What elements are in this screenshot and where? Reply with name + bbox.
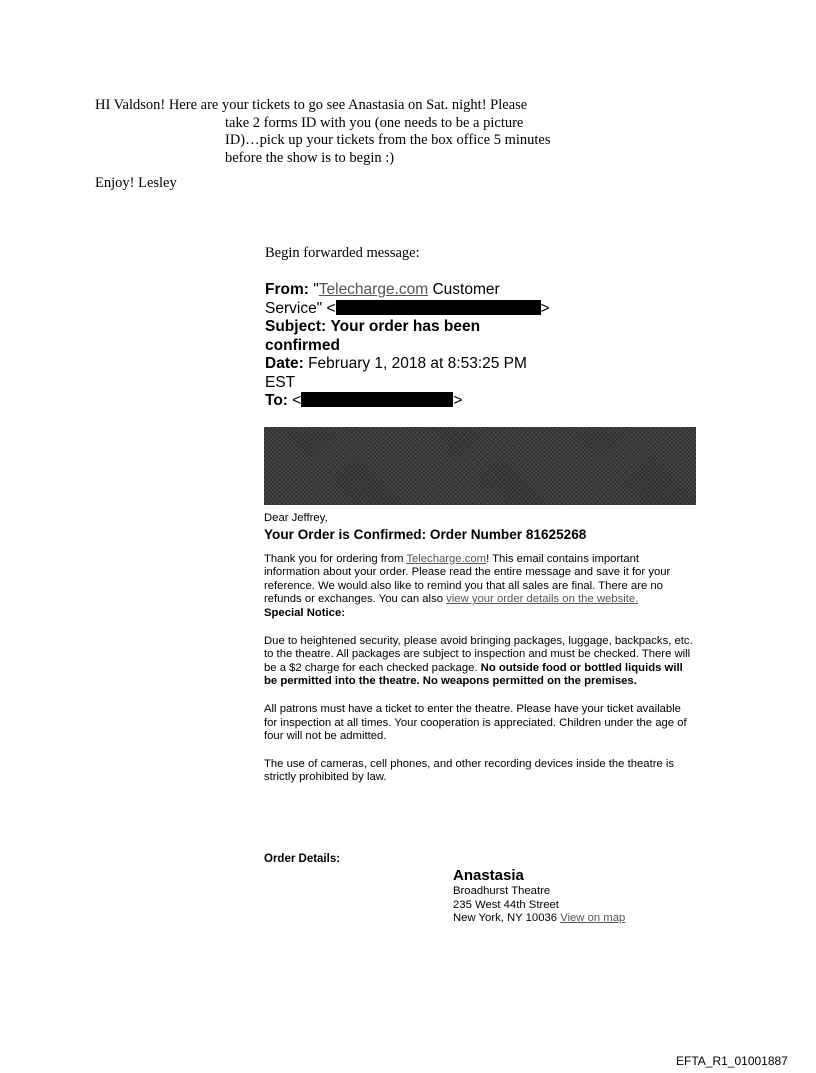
venue-street: 235 West 44th Street xyxy=(453,898,559,911)
forwarded-message-intro: Begin forwarded message: xyxy=(265,245,420,261)
note-signoff: Enjoy! Lesley xyxy=(95,175,177,191)
from-quote: " xyxy=(313,281,319,298)
to-row xyxy=(265,392,555,411)
email-body xyxy=(264,512,696,785)
order-details-label: Order Details: xyxy=(264,853,341,865)
to-label: To: xyxy=(265,392,288,409)
note-line-3: ID)…pick up your tickets from the box office 5 minutes xyxy=(225,132,551,148)
security-paragraph xyxy=(264,635,696,689)
security-bold-text: No outside food or bottled liquids will be permitted into the theatre. No weapons permitted on the premises. xyxy=(264,661,683,688)
date-row xyxy=(265,355,555,392)
intro-text-b: ! This email contains important information about your order. Please read the entire message and save it for your reference. We would also like to remind you that all sales are final. There are no refunds or exchanges. You can also xyxy=(264,552,671,606)
from-sender-rest: Customer Service" < xyxy=(265,281,500,317)
venue-city-row xyxy=(453,912,625,926)
redacted-banner-image xyxy=(264,427,696,505)
venue-city: New York, NY 10036 xyxy=(453,912,561,925)
from-row xyxy=(265,281,555,318)
venue-block xyxy=(453,867,625,926)
email-headers xyxy=(265,281,555,411)
document-id: EFTA_R1_01001887 xyxy=(676,1054,788,1068)
special-notice-heading: Special Notice: xyxy=(264,606,345,619)
recording-policy-paragraph: The use of cameras, cell phones, and other recording devices inside the theatre is strictly prohibited by law. xyxy=(264,757,675,784)
venue-name: Broadhurst Theatre xyxy=(453,885,551,897)
date-value: February 1, 2018 at 8:53:25 PM EST xyxy=(265,355,527,391)
note-line-2: take 2 forms ID with you (one needs to be a picture xyxy=(225,114,524,131)
note-line-1: HI Valdson! Here are your tickets to go see Anastasia on Sat. night! Please xyxy=(95,97,528,113)
date-label: Date: xyxy=(265,355,304,372)
view-order-details-link[interactable]: view your order details on the website. xyxy=(446,593,639,606)
note-line-4: before the show is to begin :) xyxy=(225,149,395,166)
confirmation-title: Your Order is Confirmed: Order Number 81625268 xyxy=(264,526,587,542)
ticket-policy-paragraph: All patrons must have a ticket to enter the theatre. Please have your ticket available for inspection at all times. Your cooperation is appreciated. Children under the age of four will not be admitted. xyxy=(264,702,687,743)
from-sender-link[interactable]: Telecharge.com xyxy=(318,281,429,298)
view-on-map-link[interactable]: View on map xyxy=(560,912,626,925)
redacted-email-to xyxy=(301,392,453,407)
from-close: > xyxy=(540,299,550,317)
show-name: Anastasia xyxy=(453,867,524,884)
redacted-email-from xyxy=(336,300,541,315)
intro-paragraph xyxy=(264,553,696,607)
greeting: Dear Jeffrey, xyxy=(264,512,328,524)
subject-value: Your order has been confirmed xyxy=(265,318,481,354)
to-close: > xyxy=(453,392,463,409)
from-label: From: xyxy=(265,281,309,298)
subject-label: Subject: xyxy=(265,318,327,335)
to-open: < xyxy=(292,392,302,409)
security-text: Due to heightened security, please avoid bringing packages, luggage, backpacks, etc. to the theatre. All packages are subject to inspection and must be checked. There will be a $2 charge for each checked package. xyxy=(264,634,693,674)
intro-text-a: Thank you for ordering from xyxy=(264,552,407,565)
personal-note xyxy=(95,97,595,167)
subject-row xyxy=(265,318,555,355)
telecharge-link[interactable]: Telecharge.com xyxy=(406,552,487,565)
